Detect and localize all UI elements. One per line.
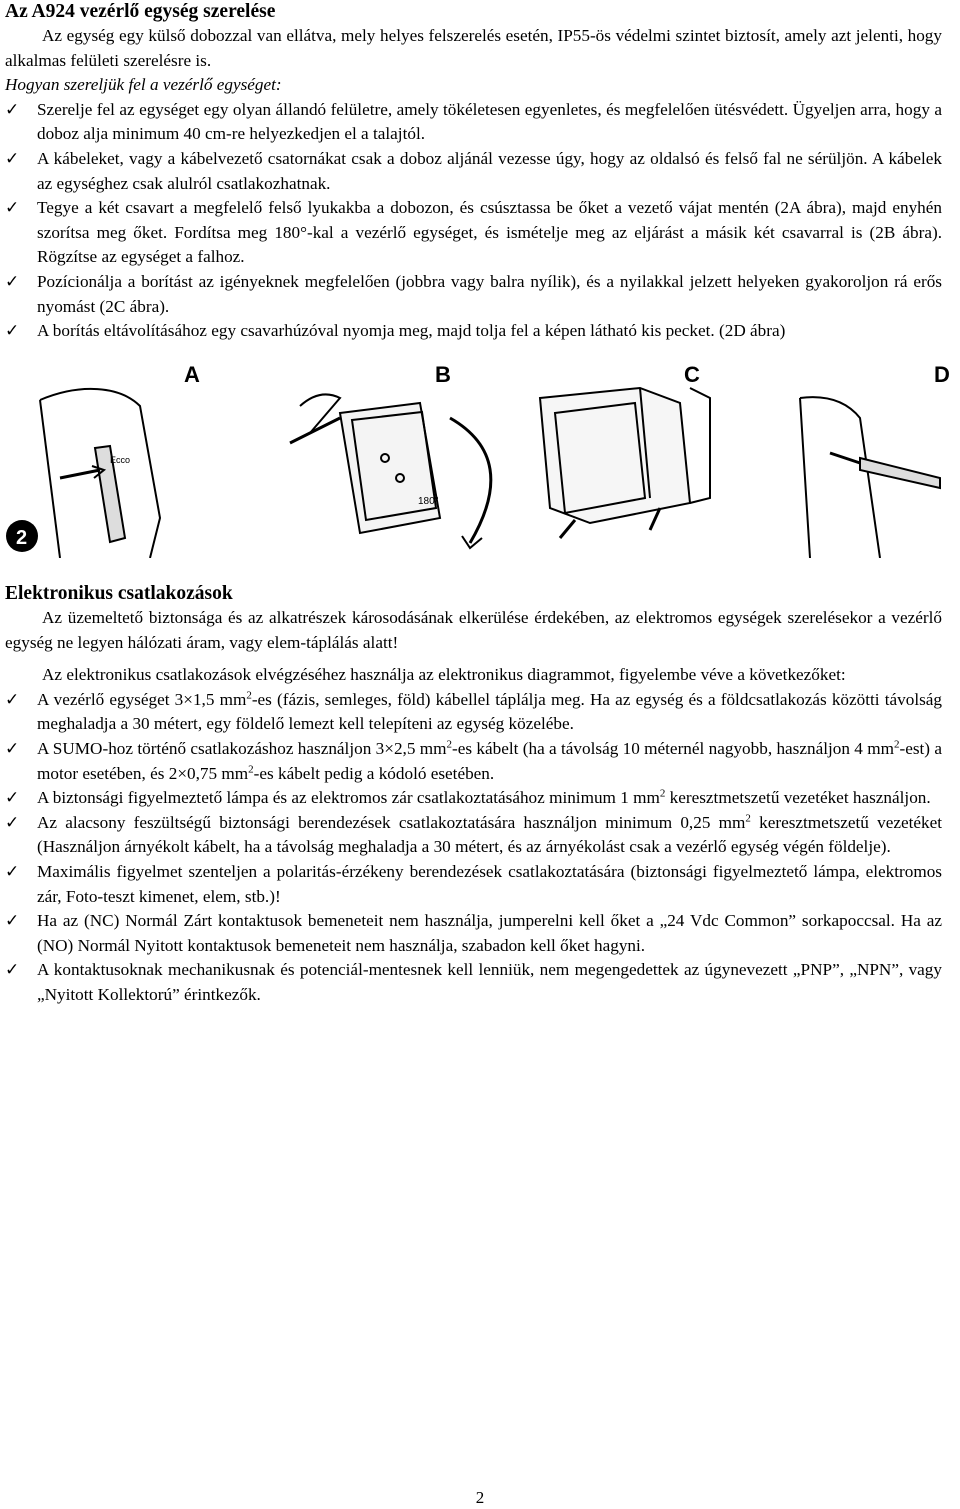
check-icon: ✓ [5,271,20,291]
check-icon: ✓ [5,911,20,931]
list-item: ✓ Tegye a két csavart a megfelelő felső lyukakba a dobozon, és csúsztassa be őket a vezető vájat mentén (2A ábra), majd enyhén szorítsa meg őket. Fordítsa meg 180°-kal a vezérlő egységet, és ismételje meg az eljárást a másik két csavarral is (2B ábra). Rögzítse az egységet a falhoz. [5,198,942,267]
list-item: ✓ Szerelje fel az egységet egy olyan állandó felületre, amely tökéletesen egyenletes, és megfelelően ütésvédett. Ügyeljen arra, hogy a doboz alja minimum 40 cm-re helyezkedjen el a talajtól. [5,99,942,144]
list-item: ✓ A vezérlő egységet 3×1,5 $mm^2-es$ (fázis, semleges, föld) kábellel táplálja meg. Ha az egység és a földcsatlakozás közötti távolság meghaladja a 30 métert, egy földelő lemezt kell telepíteni az egység közelébe. [5,689,943,734]
mounting-illustration [0,358,960,558]
warning-paragraph: Az üzemeltető biztonsága és az alkatrészek károsodásának elkerülése érdekében, az elektromos egységek szerelésekor a vezérlő egység ne legyen hálózati áram, vagy elem-táplálás alatt! [5,608,942,652]
brand-label: Ecco [110,455,131,465]
list-item: ✓ Pozícionálja a borítást az igényeknek megfelelően (jobbra vagy balra nyílik), és a nyilakkal jelzett helyeken gyakoroljon rá erős nyomást (2C ábra). [5,271,942,316]
list-item: ✓ A SUMO-hoz történő csatlakozáshoz használjon 3×2,5 $mm^2-es$ kábelt (ha a távolság 10 méternél nagyobb, használjon 4 $mm^2-est$) a motor esetében, és 2×0,75 $mm^2-es$ kábelt pedig a kódoló esetében. [5,738,942,783]
section-title: Elektronikus csatlakozások [5,583,233,604]
figure-label-c: C [684,362,700,387]
check-icon: ✓ [5,960,20,980]
intro-paragraph: Az elektronikus csatlakozások elvégzéséhez használja az elektronikus diagrammot, figyelembe véve a következőket: [42,665,846,685]
list-item: ✓ A biztonsági figyelmeztető lámpa és az elektromos zár csatlakoztatásához minimum 1 $mm^2$ keresztmetszetű vezetéket használjon. [5,786,942,811]
check-icon: ✓ [5,861,20,881]
electrical-section [5,582,942,1008]
list-item: ✓ Az alacsony feszültségű biztonsági berendezések csatlakoztatására használjon minimum 0,25 $mm^2$ keresztmetszetű vezetéket (Használjon árnyékolt kábelt, ha a távolság meghaladja a 30 métert, és az árnyékolást csak a vezérlő egység végén földelje). [5,812,942,857]
panel-d [800,397,940,558]
figure-number: 2 [16,527,28,549]
figure-label-b: B [435,362,451,387]
list-item: ✓ A kontaktusoknak mechanikusnak és potenciál-mentesnek kell lenniük, nem megengedettek az úgynevezett „PNP”, „NPN”, vagy „Nyitott Kollektorú” érintkezők. [5,960,942,1004]
list-item: ✓ A borítás eltávolításához egy csavarhúzóval nyomja meg, majd tolja fel a képen látható kis pecket. (2D ábra) [5,319,942,344]
list-item: ✓ Maximális figyelmet szenteljen a polaritás-érzékeny berendezések csatlakoztatására (biztonsági figyelmeztető lámpa, elektromos zár, Foto-teszt kimenet, elem, stb.)! [5,861,942,906]
panel-b [290,394,491,548]
check-icon: ✓ [5,788,20,808]
check-icon: ✓ [5,148,20,168]
list-item: ✓ A kábeleket, vagy a kábelvezető csatornákat csak a doboz aljánál vezesse úgy, hogy az oldalsó és felső fal ne sérüljön. A kábelek az egységhez csak alulról csatlakozhatnak. [5,148,942,193]
check-icon: ✓ [5,198,20,218]
check-icon: ✓ [5,689,20,709]
mounting-steps [5,98,942,344]
intro-paragraph: Az egység egy külső dobozzal van ellátva, mely helyes felszerelés esetén, IP55-ös védelmi szintet biztosít, amely azt jelenti, hogy alkalmas felületi szerelésre is. [5,26,942,70]
rotation-angle-label: 180° [418,496,439,507]
mounting-figure [0,358,960,558]
connection-rules [5,688,942,1008]
panel-c [540,388,710,538]
check-icon: ✓ [5,812,20,832]
figure-label-d: D [934,362,950,387]
mounting-section [5,0,942,344]
panel-a [40,389,160,558]
check-icon: ✓ [5,99,20,119]
section-title: Az A924 vezérlő egység szerelése [5,1,276,22]
list-item: ✓ Ha az (NC) Normál Zárt kontaktusok bemeneteit nem használja, jumperelni kell őket a „24 Vdc Common” sorkapoccsal. Ha az (NO) Normál Nyitott kontaktusok bemeneteit nem használja, szabadon kell őket hagyni. [5,911,942,955]
page-number: 2 [475,1488,485,1507]
subheading: Hogyan szereljük fel a vezérlő egységet: [5,75,282,95]
figure-label-a: A [184,362,200,387]
check-icon: ✓ [5,321,20,341]
check-icon: ✓ [5,738,20,758]
